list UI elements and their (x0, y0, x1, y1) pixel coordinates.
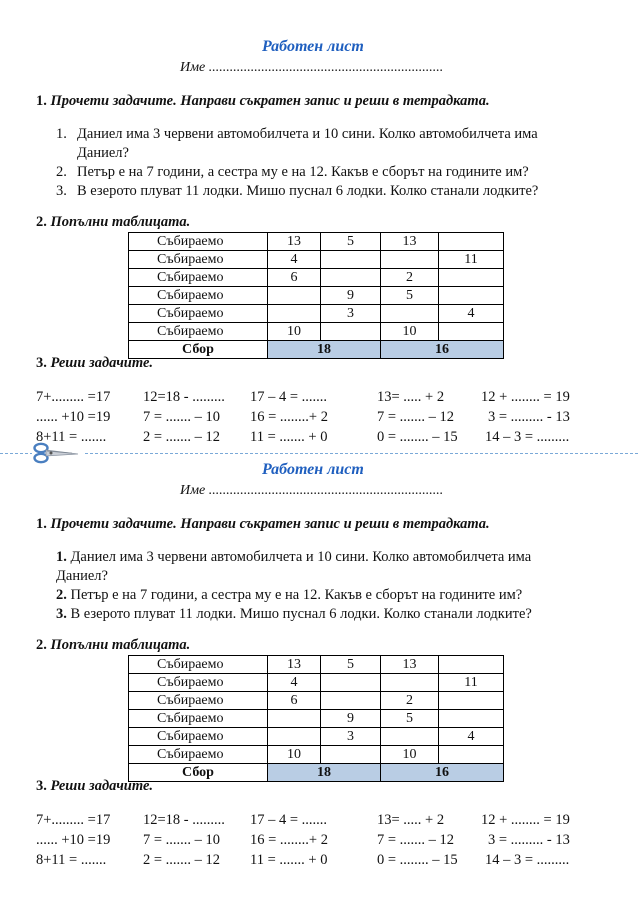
task3-text: Реши задачите. (50, 778, 154, 794)
problem-text: В езерото плуват 11 лодки. Мишо пуснал 6 лодки. Колко станали лодките? (70, 606, 532, 622)
row-label: Събираемо (129, 674, 268, 692)
table-row (129, 710, 504, 728)
table-cell[interactable] (321, 251, 381, 269)
row-label: Събираемо (129, 287, 268, 305)
row-label: Събираемо (129, 251, 268, 269)
exercise: 0 = ........ – 15 (377, 429, 458, 445)
exercise: 14 – 3 = ......... (485, 429, 570, 445)
table-cell[interactable] (321, 269, 381, 287)
exercise: 2 = ....... – 12 (143, 429, 221, 445)
table-cell[interactable] (381, 728, 439, 746)
exercise: 12 + ........ = 19 (481, 812, 570, 828)
table-cell[interactable] (268, 710, 321, 728)
exercise: 16 = ........+ 2 (250, 409, 328, 425)
table-cell[interactable]: 4 (268, 251, 321, 269)
exercise: 7 = ....... – 10 (143, 409, 221, 425)
table-cell[interactable] (381, 305, 439, 323)
exercise: ...... +10 =19 (36, 832, 111, 848)
name-line: Име ................................................................... (180, 483, 444, 498)
task2-heading (36, 214, 190, 231)
table-cell[interactable]: 13 (381, 656, 439, 674)
table-row (129, 692, 504, 710)
table-cell[interactable]: 5 (321, 233, 381, 251)
table-cell[interactable] (268, 305, 321, 323)
table-cell[interactable] (439, 692, 504, 710)
problem-3 (56, 606, 532, 623)
problem-text: Даниел има 3 червени автомобилчета и 10 сини. Колко автомобилчета има (77, 126, 538, 142)
problem-text: Петър е на 7 години, а сестра му е на 12. Какъв е сборът на годините им? (77, 164, 529, 180)
table-cell[interactable] (321, 692, 381, 710)
exercise: 17 – 4 = ....... (250, 389, 328, 405)
problem-2 (56, 164, 529, 181)
problem-number: 2. (56, 587, 67, 603)
task3-number: 3. (36, 355, 47, 371)
task3-heading (36, 355, 153, 372)
table-cell[interactable] (439, 710, 504, 728)
task2-number: 2. (36, 637, 47, 653)
table-cell[interactable] (439, 656, 504, 674)
table-cell[interactable]: 6 (268, 269, 321, 287)
problem-1 (56, 126, 538, 143)
total-cell: 18 (268, 764, 381, 782)
task2-heading (36, 637, 190, 654)
problem-text: В езерото плуват 11 лодки. Мишо пуснал 6 лодки. Колко станали лодките? (77, 183, 539, 199)
table-cell[interactable]: 10 (268, 746, 321, 764)
table-cell[interactable] (268, 287, 321, 305)
total-cell: 16 (381, 764, 504, 782)
exercise: 2 = ....... – 12 (143, 852, 221, 868)
table-cell[interactable]: 3 (321, 728, 381, 746)
table-cell[interactable]: 5 (381, 287, 439, 305)
table-cell[interactable]: 13 (381, 233, 439, 251)
exercise: 12 + ........ = 19 (481, 389, 570, 405)
task3-text: Реши задачите. (50, 355, 154, 371)
name-line: Име ................................................................... (180, 60, 444, 75)
table-cell[interactable]: 4 (268, 674, 321, 692)
exercise: 11 = ....... + 0 (250, 429, 328, 445)
table-row (129, 269, 504, 287)
row-label: Събираемо (129, 323, 268, 341)
exercise: 11 = ....... + 0 (250, 852, 328, 868)
table-row (129, 305, 504, 323)
table-cell[interactable] (268, 728, 321, 746)
table-cell[interactable] (439, 287, 504, 305)
row-label: Събираемо (129, 305, 268, 323)
table-cell[interactable]: 10 (381, 323, 439, 341)
problem-number: 2. (56, 164, 67, 180)
table-cell[interactable] (439, 269, 504, 287)
exercise: ...... +10 =19 (36, 409, 111, 425)
table-cell[interactable]: 3 (321, 305, 381, 323)
problem-3 (56, 183, 539, 200)
table-cell[interactable]: 5 (321, 656, 381, 674)
table-cell[interactable]: 2 (381, 269, 439, 287)
row-label: Събираемо (129, 233, 268, 251)
task2-text: Попълни таблицата. (50, 637, 191, 653)
exercise: 12=18 - ......... (143, 389, 225, 405)
exercise: 7 = ....... – 10 (143, 832, 221, 848)
task1-text: Прочети задачите. Направи съкратен запис и реши в тетрадката. (50, 516, 490, 532)
table-row (129, 728, 504, 746)
total-label: Сбор (129, 764, 268, 782)
exercise: 14 – 3 = ......... (485, 852, 570, 868)
worksheet-title: Работен лист (262, 38, 364, 55)
task3-number: 3. (36, 778, 47, 794)
table-cell[interactable]: 11 (439, 251, 504, 269)
exercise: 3 = ......... - 13 (488, 832, 570, 848)
exercise: 7 = ....... – 12 (377, 409, 455, 425)
task1-heading (36, 93, 490, 110)
table-cell[interactable]: 9 (321, 287, 381, 305)
table-cell[interactable]: 2 (381, 692, 439, 710)
task2-number: 2. (36, 214, 47, 230)
table-row (129, 674, 504, 692)
problem-number: 1. (56, 549, 67, 565)
table-row (129, 233, 504, 251)
row-label: Събираемо (129, 746, 268, 764)
table-cell[interactable] (439, 323, 504, 341)
exercise: 8+11 = ....... (36, 852, 107, 868)
table-cell[interactable]: 10 (381, 746, 439, 764)
problem-text: Даниел има 3 червени автомобилчета и 10 сини. Колко автомобилчета има (70, 549, 532, 565)
total-row (129, 341, 504, 359)
table-row (129, 656, 504, 674)
table-cell[interactable]: 4 (439, 305, 504, 323)
exercise: 8+11 = ....... (36, 429, 107, 445)
task3-heading (36, 778, 153, 795)
problem-number: 3. (56, 606, 67, 622)
cut-line (0, 453, 638, 454)
exercise: 17 – 4 = ....... (250, 812, 328, 828)
table-row (129, 251, 504, 269)
table-cell[interactable] (321, 674, 381, 692)
table-row (129, 323, 504, 341)
problem-number: 3. (56, 183, 67, 199)
exercise: 7+......... =17 (36, 389, 111, 405)
task1-heading (36, 516, 490, 533)
table-cell[interactable]: 5 (381, 710, 439, 728)
row-label: Събираемо (129, 692, 268, 710)
exercise: 16 = ........+ 2 (250, 832, 328, 848)
sum-table (128, 232, 504, 359)
table-cell[interactable]: 9 (321, 710, 381, 728)
table-cell[interactable] (381, 674, 439, 692)
table-cell[interactable] (321, 746, 381, 764)
task1-number: 1. (36, 516, 47, 532)
exercise: 7 = ....... – 12 (377, 832, 455, 848)
exercise: 0 = ........ – 15 (377, 852, 458, 868)
total-label: Сбор (129, 341, 268, 359)
row-label: Събираемо (129, 656, 268, 674)
exercise: 13= ..... + 2 (377, 389, 445, 405)
row-label: Събираемо (129, 728, 268, 746)
problem-text: Петър е на 7 години, а сестра му е на 12. Какъв е сборът на годините им? (70, 587, 523, 603)
problem-number: 1. (56, 126, 67, 142)
task2-text: Попълни таблицата. (50, 214, 191, 230)
table-cell[interactable]: 6 (268, 692, 321, 710)
exercise: 12=18 - ......... (143, 812, 225, 828)
table-cell[interactable]: 13 (268, 656, 321, 674)
worksheet-title: Работен лист (262, 461, 364, 478)
task1-text: Прочети задачите. Направи съкратен запис и реши в тетрадката. (50, 93, 490, 109)
table-row (129, 287, 504, 305)
table-cell[interactable] (439, 233, 504, 251)
sum-table (128, 655, 504, 782)
total-cell: 18 (268, 341, 381, 359)
exercise: 7+......... =17 (36, 812, 111, 828)
table-cell[interactable]: 10 (268, 323, 321, 341)
table-cell[interactable] (439, 746, 504, 764)
table-cell[interactable] (321, 323, 381, 341)
row-label: Събираемо (129, 269, 268, 287)
problem-2 (56, 587, 522, 604)
table-cell[interactable]: 13 (268, 233, 321, 251)
total-row (129, 764, 504, 782)
task1-number: 1. (36, 93, 47, 109)
problem-1 (56, 549, 531, 566)
exercise: 3 = ......... - 13 (488, 409, 570, 425)
scissors-icon (32, 441, 84, 465)
table-cell[interactable] (381, 251, 439, 269)
table-cell[interactable]: 4 (439, 728, 504, 746)
row-label: Събираемо (129, 710, 268, 728)
exercise: 13= ..... + 2 (377, 812, 445, 828)
problem-1-line2: Даниел? (56, 568, 108, 584)
table-row (129, 746, 504, 764)
total-cell: 16 (381, 341, 504, 359)
table-cell[interactable]: 11 (439, 674, 504, 692)
problem-1-line2: Даниел? (77, 145, 129, 161)
